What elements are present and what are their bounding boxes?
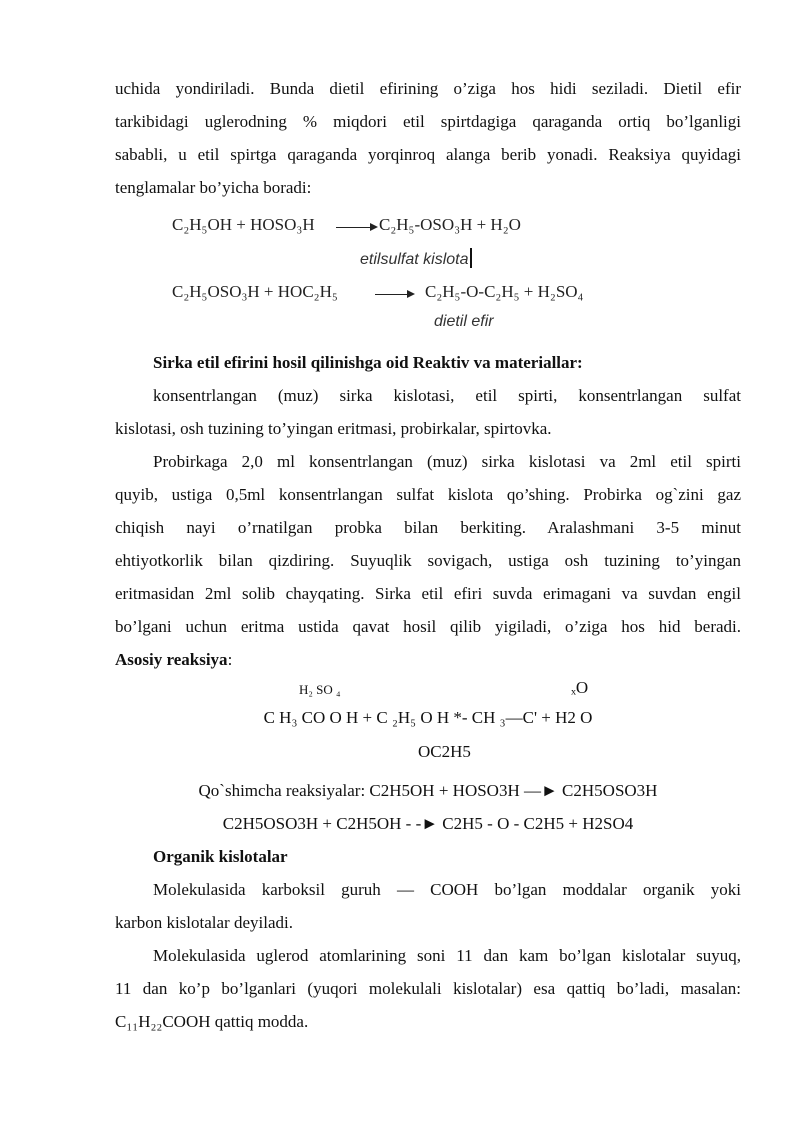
reaction-1-reactants: C₂H₅OH + HOSO₃H <box>172 215 315 234</box>
main-reaction-label: Asosiy reaksiya <box>115 650 228 669</box>
section-heading: Organik kislotalar <box>153 847 288 866</box>
reagents-section <box>115 346 741 445</box>
carbonyl-oxygen: ₓO <box>571 678 589 697</box>
section-heading: Sirka etil efirini hosil qilinishga oid Reaktiv va materiallar: <box>153 353 583 372</box>
text-line: ehtiyotkorlik bilan qizdiring. Suyuqlik sovigach, ustiga osh tuzining to’yingan <box>115 551 741 570</box>
text-line: eritmasidan 2ml solib chayqating. Sirka etil efiri suvda erimagani va suvdan engil <box>115 584 741 603</box>
text-line: chiqish nayi o’rnatilgan probka bilan berkiting. Aralashmani 3-5 minut <box>115 518 741 537</box>
text-line: kislotasi, osh tuzining to’yingan eritmasi, probirkalar, spirtovka. <box>115 419 552 438</box>
reaction-2-label: dietil efir <box>434 313 494 330</box>
text-line: bo’lgani uchun eritma ustida qavat hosil qilib yigiladi, o’ziga hos hid beradi. <box>115 617 741 636</box>
text-line: Probirkaga 2,0 ml konsentrlangan (muz) sirka kislotasi va 2ml etil spirti <box>153 452 741 471</box>
text-line: tenglamalar bo’yicha boradi: <box>115 178 312 197</box>
intro-paragraph <box>115 72 741 204</box>
text-line: quyib, ustiga 0,5ml konsentrlangan sulfat kislota qo’shing. Probirka og`zini gaz <box>115 485 741 504</box>
text-line: Qo`shimcha reaksiyalar: C2H5OH + HOSO3H —► C2H5OSO3H <box>198 781 658 800</box>
text-line: 11 dan ko’p bo’lganlari (yuqori molekulali kislotalar) esa qattiq bo’ladi, masalan: <box>115 979 741 998</box>
text-line: C2H5OSO3H + C2H5OH - -► C2H5 - O - C2H5 + H2SO4 <box>222 814 634 833</box>
main-equation: C H₃ CO O H + C ₂H₅ O H *- CH ₃—C' + H2 O <box>263 708 593 727</box>
ethoxy-group: OC2H5 <box>418 742 471 761</box>
text-line: uchida yondiriladi. Bunda dietil efirining o’ziga hos hidi seziladi. Dietil efir <box>115 79 741 98</box>
text-line: tarkibidagi uglerodning % miqdori etil spirtdagiga qaraganda ortiq bo’lganligi <box>115 112 741 131</box>
reaction-1-label: etilsulfat kislota <box>360 248 472 269</box>
reaction-2-products: C₂H₅-O-C₂H₅ + H₂SO₄ <box>425 282 584 301</box>
text-line: Asosiy reaksiya: <box>115 650 233 669</box>
arrow-icon <box>375 294 413 295</box>
reaction-2-reactants: C₂H₅OSO₃H + HOC₂H₅ <box>172 282 338 301</box>
text-cursor-icon <box>470 248 472 268</box>
procedure-paragraph <box>115 445 741 676</box>
text-line: Molekulasida uglerod atomlarining soni 11 dan kam bo’lgan kislotalar suyuq, <box>153 946 741 965</box>
organic-acids-section <box>115 840 741 1038</box>
text-line: sababli, u etil spirtga qaraganda yorqinroq alanga berib yonadi. Reaksiya quyidagi <box>115 145 741 164</box>
catalyst-label: H₂ SO ₄ <box>299 682 341 697</box>
text-line: C₁₁H₂₂COOH qattiq modda. <box>115 1012 309 1031</box>
text-line: karbon kislotalar deyiladi. <box>115 913 293 932</box>
text-line: Molekulasida karboksil guruh — COOH bo’lgan moddalar organik yoki <box>153 880 741 899</box>
arrow-icon <box>336 227 376 228</box>
side-reactions <box>115 774 741 840</box>
text-line: konsentrlangan (muz) sirka kislotasi, etil spirti, konsentrlangan sulfat <box>153 386 741 405</box>
reaction-1-products: C₂H₅-OSO₃H + H₂O <box>379 215 521 234</box>
